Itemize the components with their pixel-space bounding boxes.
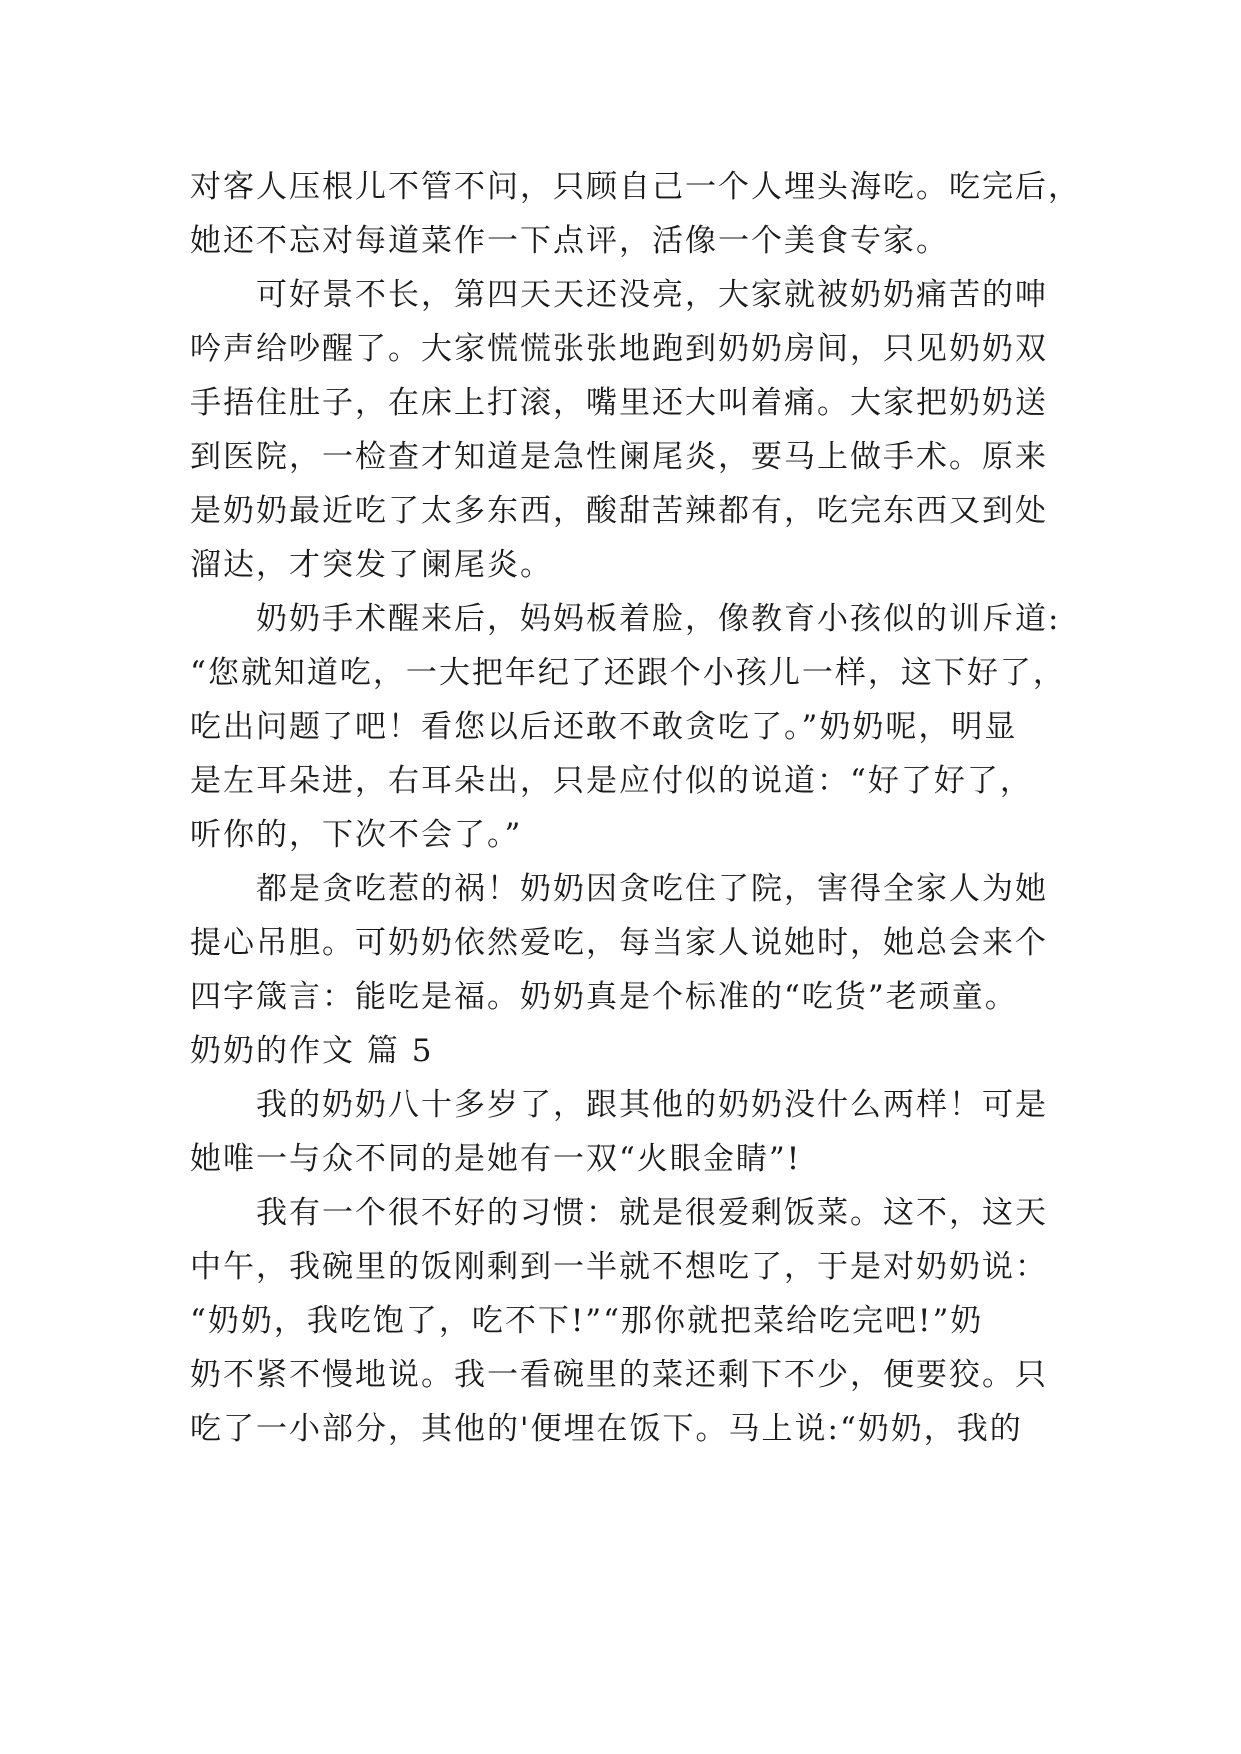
essay-body [190, 160, 1090, 1456]
text-line: 对客人压根儿不管不问，只顾自己一个人埋头海吃。吃完后， [190, 169, 1081, 205]
text-line: “您就知道吃，一大把年纪了还跟个小孩儿一样，这下好了， [190, 655, 1066, 691]
paragraph-first-line: 奶奶手术醒来后，妈妈板着脸，像教育小孩似的训斥道: [256, 601, 1061, 637]
text-line: 溜达，才突发了阑尾炎。 [190, 547, 553, 583]
paragraph-first-line: 都是贪吃惹的祸！奶奶因贪吃住了院，害得全家人为她 [256, 871, 1048, 907]
text-line: 手捂住肚子，在床上打滚，嘴里还大叫着痛。大家把奶奶送 [190, 385, 1048, 421]
paragraph-first-line: 可好景不长，第四天天还没亮，大家就被奶奶痛苦的呻 [256, 277, 1048, 313]
text-line: 是奶奶最近吃了太多东西，酸甜苦辣都有，吃完东西又到处 [190, 493, 1048, 529]
paragraph-first-line: 我的奶奶八十多岁了，跟其他的奶奶没什么两样！可是 [256, 1087, 1048, 1123]
paragraph-first-line: 我有一个很不好的习惯：就是很爱剩饭菜。这不，这天 [256, 1195, 1048, 1231]
text-line: 她唯一与众不同的是她有一双“火眼金睛”! [190, 1141, 802, 1177]
text-line: 吟声给吵醒了。大家慌慌张张地跑到奶奶房间，只见奶奶双 [190, 331, 1048, 367]
text-line: “奶奶，我吃饱了，吃不下!”“那你就把菜给吃完吧!”奶 [190, 1303, 984, 1339]
text-line: 她还不忘对每道菜作一下点评，活像一个美食专家。 [190, 223, 949, 259]
text-line: 是左耳朵进，右耳朵出，只是应付似的说道：“好了好了， [190, 763, 1033, 799]
text-line: 提心吊胆。可奶奶依然爱吃，每当家人说她时，她总会来个 [190, 925, 1048, 961]
text-line: 四字箴言：能吃是福。奶奶真是个标准的“吃货”老顽童。 [190, 979, 1018, 1015]
text-line: 到医院，一检查才知道是急性阑尾炎，要马上做手术。原来 [190, 439, 1048, 475]
text-line: 吃出问题了吧！看您以后还敢不敢贪吃了。”奶奶呢，明显 [190, 709, 1018, 745]
text-line: 吃了一小部分，其他的'便埋在饭下。马上说:“奶奶，我的 [190, 1411, 1023, 1447]
text-line: 奶不紧不慢地说。我一看碗里的菜还剩下不少，便要狡。只 [190, 1357, 1048, 1393]
text-line: 中午，我碗里的饭刚剩到一半就不想吃了，于是对奶奶说： [190, 1249, 1048, 1285]
section-heading: 奶奶的作文 篇 5 [190, 1033, 434, 1069]
text-line: 听你的，下次不会了。” [190, 817, 523, 853]
